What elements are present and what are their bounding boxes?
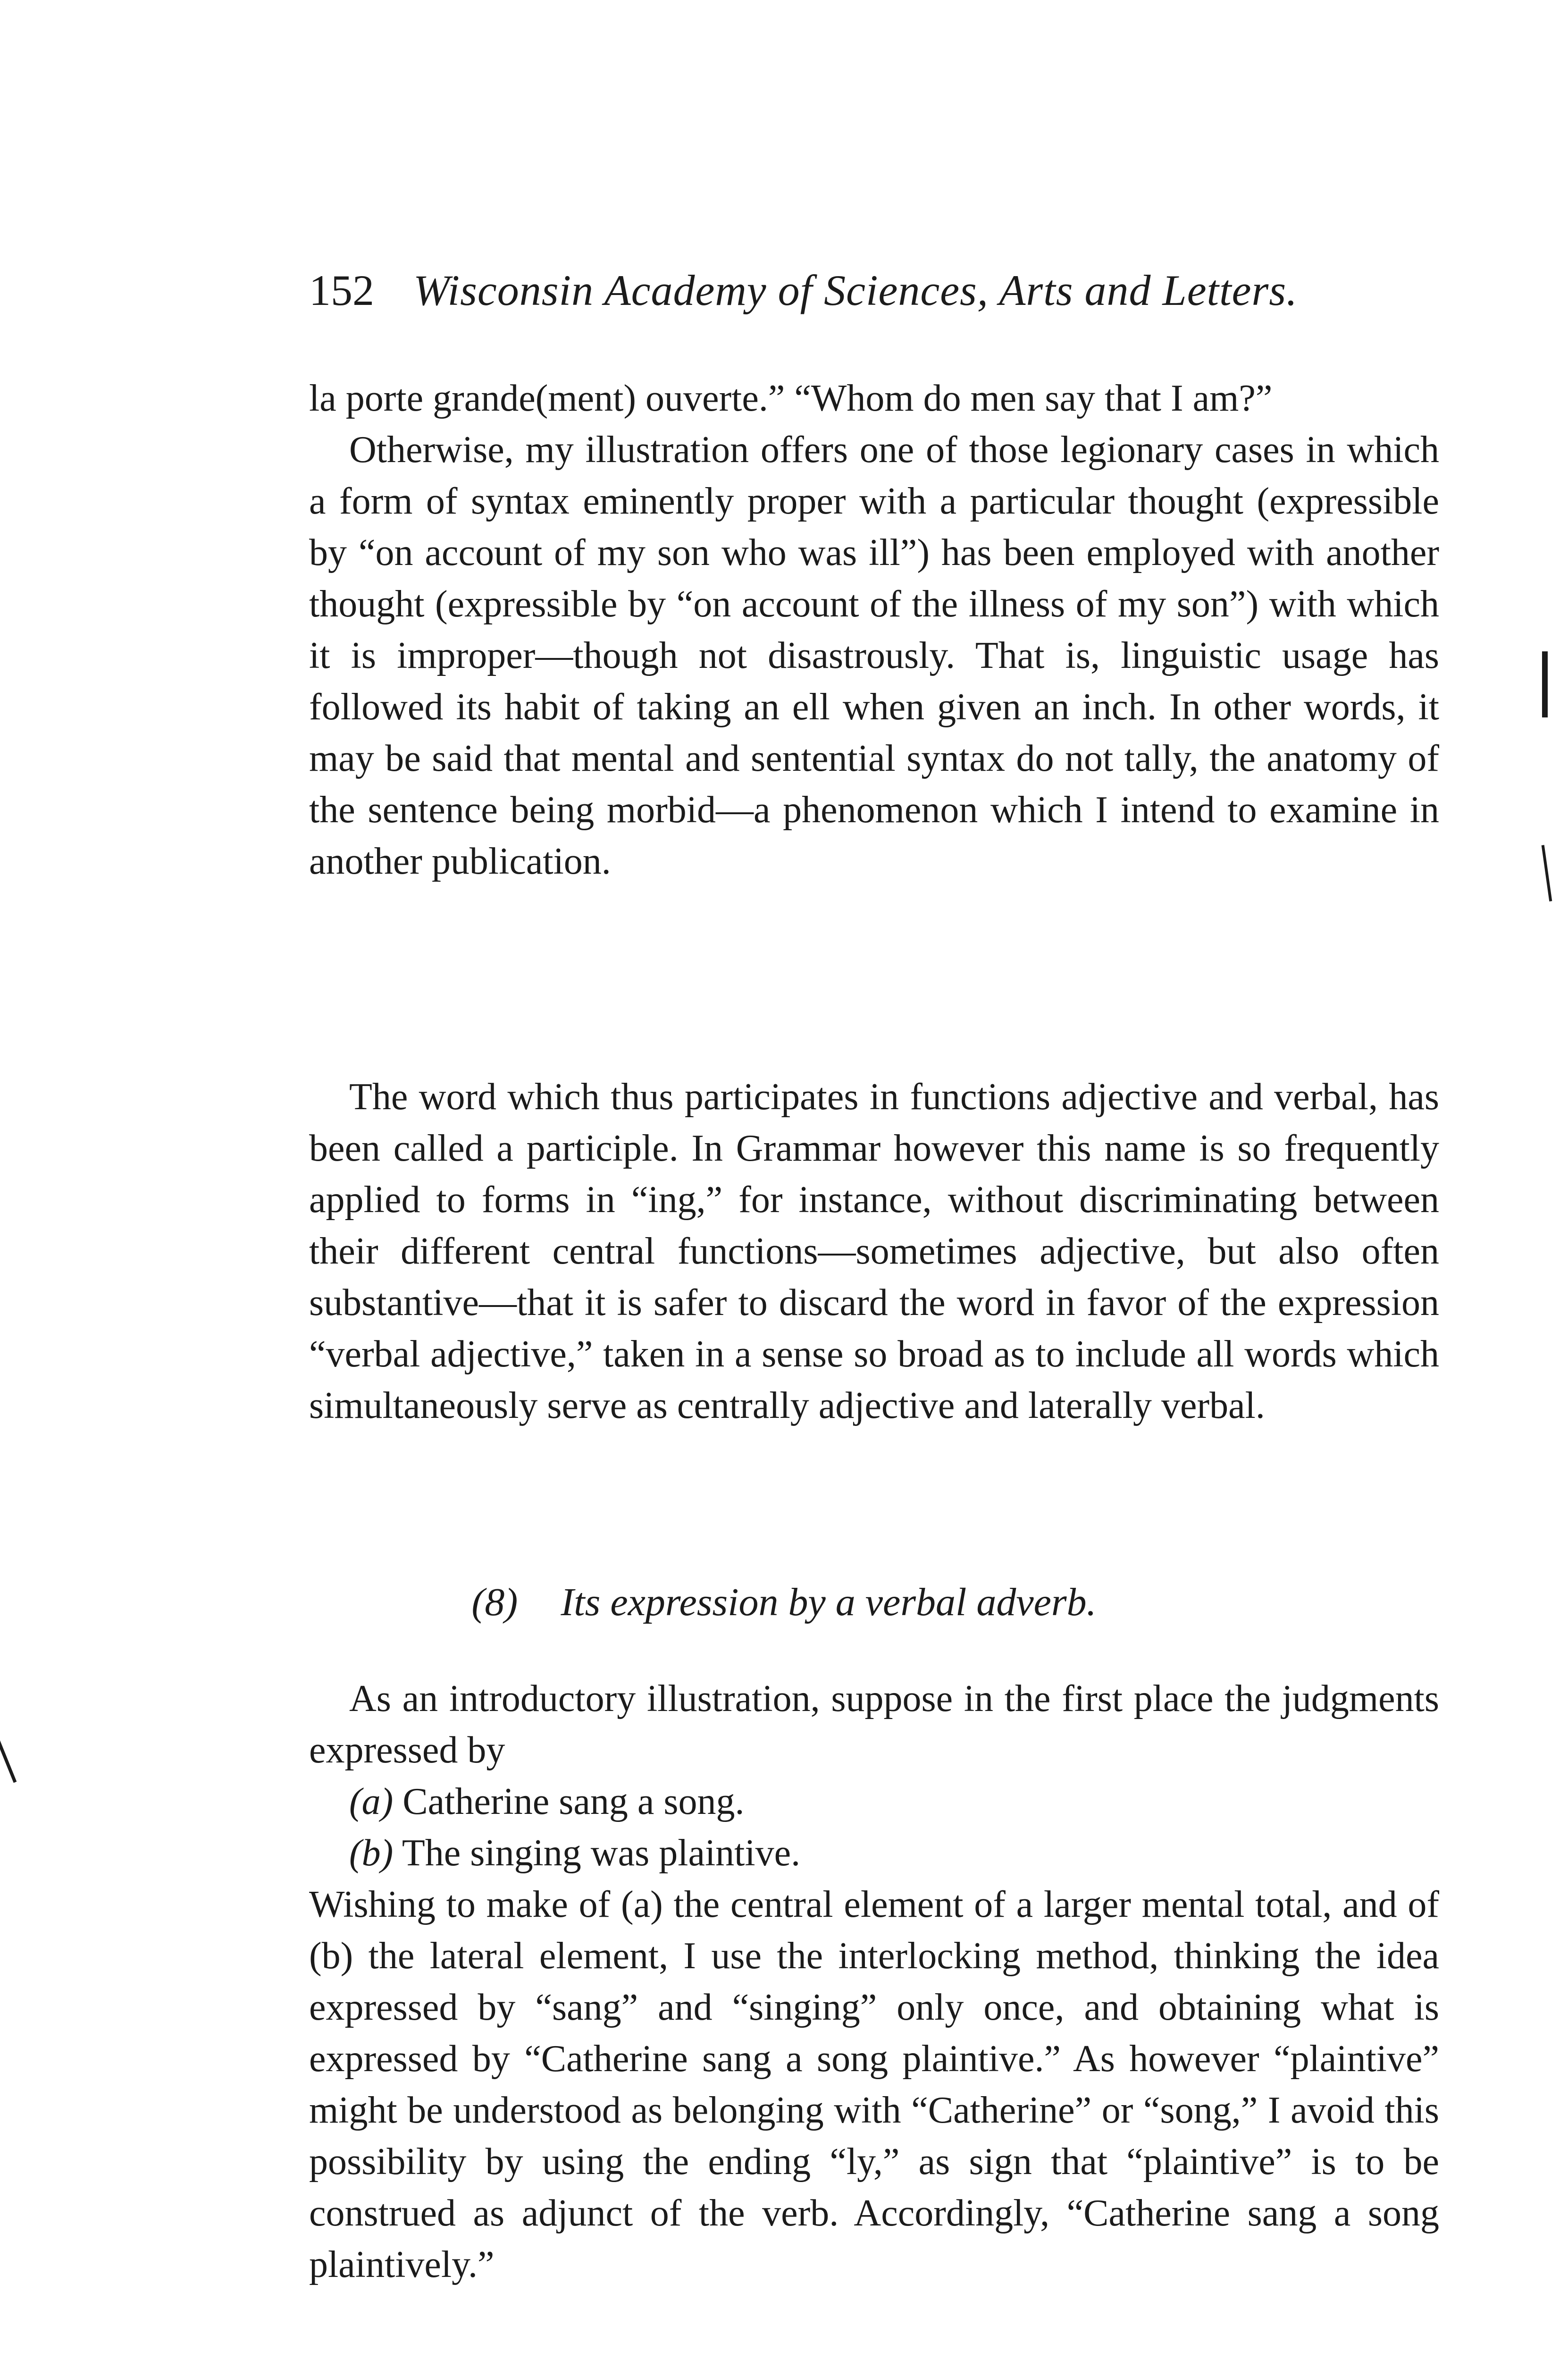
example-a-marker: (a) bbox=[349, 1781, 394, 1822]
paragraph-wishing: Wishing to make of (a) the central element of a larger mental total, and of (b) the lateral element, I use the interlocking method, thinking the idea expressed by “sang” and “singing” only once, and obtaining what is expressed by “Catherine sang a song plaintive.” As however “plaintive” might be understood as belonging with “Catherine” or “song,” I avoid this possibility by using the ending “ly,” as sign that “plaintive” is to be construed as adjunct of the verb. Accordingly, “Catherine sang a song plaintively.” bbox=[309, 1884, 1439, 2285]
section-title: Its expression by a verbal adverb. bbox=[561, 1580, 1097, 1624]
right-margin-mark-lower bbox=[1542, 845, 1552, 902]
paragraph-continued: la porte grande(ment) ouverte.” “Whom do men say that I am?” bbox=[309, 378, 1273, 419]
paragraph-otherwise: Otherwise, my illustration offers one of those legionary cases in which a form of syntax eminently proper with a particular thought (expressible by “on account of my son who was ill”) has been employed with another thought (expressible by “on account of the illness of my son”) with which it is improper—though not disastrously. That is, linguistic usage has followed its habit of taking an ell when given an inch. In other words, it may be said that mental and sentential syntax do not tally, the anatomy of the sentence being morbid—a phenomenon which I intend to examine in another publication. bbox=[309, 429, 1439, 882]
page-number: 152 bbox=[309, 266, 374, 314]
left-margin-mark bbox=[0, 1734, 17, 1783]
text-block-participle bbox=[309, 1071, 1439, 1432]
running-header bbox=[309, 262, 1328, 319]
text-block-continuation bbox=[309, 373, 1439, 887]
section-heading bbox=[0, 1576, 1568, 1628]
section-number: (8) bbox=[471, 1580, 518, 1624]
example-a-text: Catherine sang a song. bbox=[402, 1781, 745, 1822]
example-a bbox=[309, 1776, 1439, 1828]
text-block-verbal-adverb bbox=[309, 1673, 1439, 2291]
paragraph-participle: The word which thus participates in functions adjective and verbal, has been called a participle. In Grammar however this name is so frequently applied to forms in “ing,” for instance, without discriminating between their different central functions—sometimes adjective, but also often substantive—that it is safer to discard the word in favor of the expression “verbal adjective,” taken in a sense so broad as to include all words which simultaneously serve as centrally adjective and laterally verbal. bbox=[309, 1076, 1439, 1426]
example-b-marker: (b) bbox=[349, 1832, 394, 1874]
right-margin-mark-upper bbox=[1542, 651, 1548, 717]
running-title: Wisconsin Academy of Sciences, Arts and Letters. bbox=[413, 266, 1298, 314]
example-b-text: The singing was plaintive. bbox=[402, 1832, 801, 1874]
paragraph-introductory: As an introductory illustration, suppose in the first place the judgments expressed by bbox=[309, 1678, 1439, 1771]
example-b bbox=[309, 1828, 1439, 1879]
